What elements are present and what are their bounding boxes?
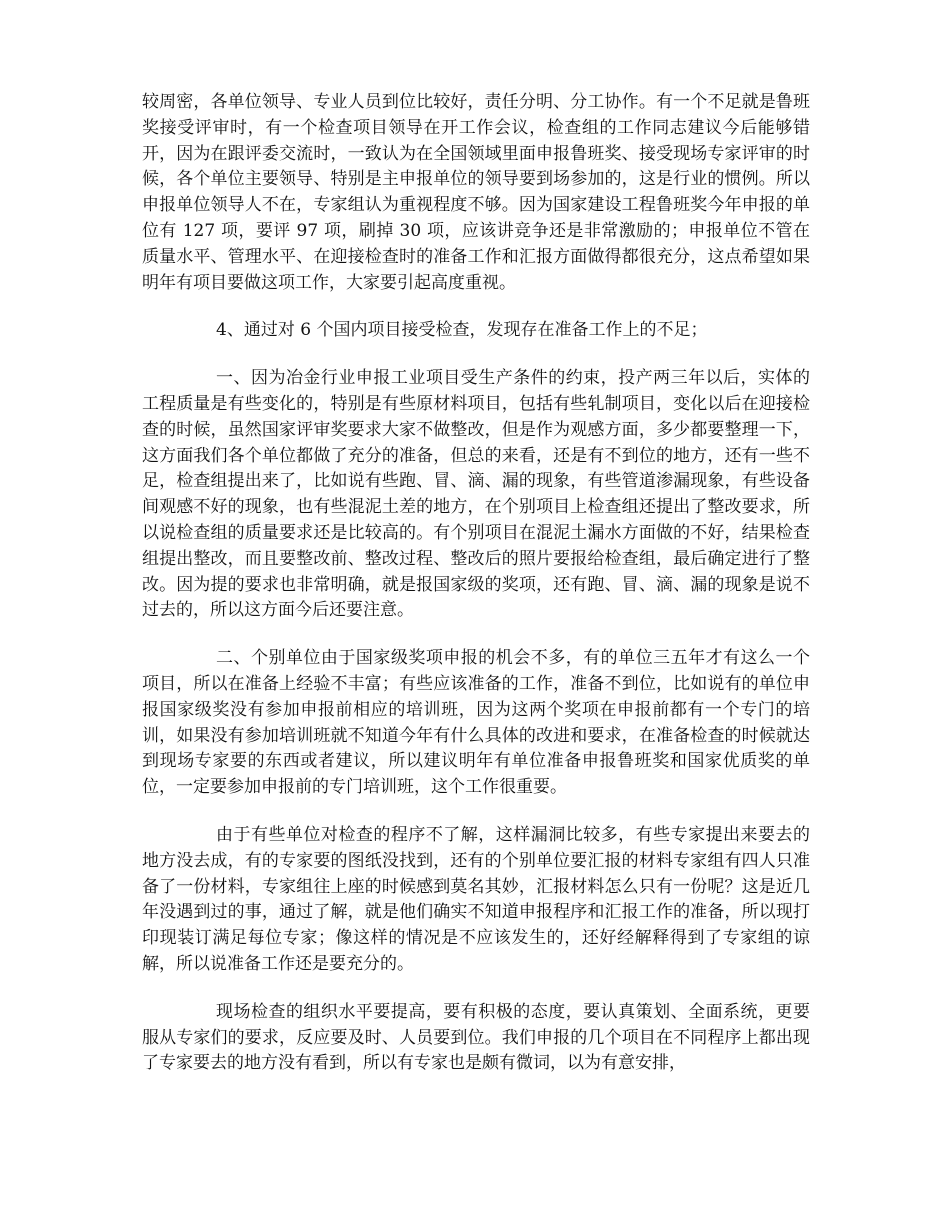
- paragraph-point-one: 一、因为冶金行业申报工业项目受生产条件的约束，投产两三年以后，实体的工程质量是有些变化的，特别是有些原材料项目，包括有些轧制项目，变化以后在迎接检查的时候，虽然国家评审奖要求大家不做整改，但是作为观感方面，多少都要整理一下，这方面我们各个单位都做了充分的准备，但总的来看，还是有不到位的地方，还有一些不足，检查组提出来了，比如说有些跑、冒、滴、漏的现象，有些管道渗漏现象，有些设备间观感不好的现象，也有些混泥土差的地方，在个别项目上检查组还提出了整改要求，所以说检查组的质量要求还是比较高的。有个别项目在混泥土漏水方面做的不好，结果检查组提出整改，而且要整改前、整改过程、整改后的照片要报给检查组，最后确定进行了整改。因为提的要求也非常明确，就是报国家级的奖项，还有跑、冒、滴、漏的现象是说不过去的，所以这方面今后还要注意。: [142, 368, 810, 621]
- paragraph-review-continuation: 较周密，各单位领导、专业人员到位比较好，责任分明、分工协作。有一个不足就是鲁班奖接受评审时，有一个检查项目领导在开工作会议，检查组的工作同志建议今后能够错开，因为在跟评委交流时，一致认为在全国领域里面申报鲁班奖、接受现场专家评审的时候，各个单位主要领导、特别是主申报单位的领导要到场参加的，这是行业的惯例。所以申报单位领导人不在，专家组认为重视程度不够。因为国家建设工程鲁班奖今年申报的单位有 127 项，要评 97 项，刷掉 30 项，应该讲竞争还是非常激励的；申报单位不管在质量水平、管理水平、在迎接检查时的准备工作和汇报方面做得都很充分，这点希望如果明年有项目要做这项工作，大家要引起高度重视。: [142, 92, 810, 293]
- document-page: [142, 90, 810, 1099]
- paragraph-site-inspection: 现场检查的组织水平要提高，要有积极的态度，要认真策划、全面系统，更要服从专家们的要求，反应要及时、人员要到位。我们申报的几个项目在不同程序上都出现了专家要去的地方没有看到，所以有专家也是颇有微词，以为有意安排，: [142, 1001, 810, 1074]
- paragraph-section-4-heading: 4、通过对 6 个国内项目接受检查，发现存在准备工作上的不足；: [216, 320, 708, 341]
- paragraph-procedure-issues: 由于有些单位对检查的程序不了解，这样漏洞比较多，有些专家提出来要去的地方没去成，有的专家要的图纸没找到，还有的个别单位要汇报的材料专家组有四人只准备了一份材料，专家组往上座的时候感到莫名其妙，汇报材料怎么只有一份呢？这是近几年没遇到过的事，通过了解，就是他们确实不知道申报程序和汇报工作的准备，所以现打印现装订满足每位专家；像这样的情况是不应该发生的，还好经解释得到了专家组的谅解，所以说准备工作还是要充分的。: [142, 824, 810, 974]
- paragraph-point-two: 二、个别单位由于国家级奖项申报的机会不多，有的单位三五年才有这么一个项目，所以在准备上经验不丰富；有些应该准备的工作，准备不到位，比如说有的单位申报国家级奖没有参加申报前相应的培训班，因为这两个奖项在申报前都有一个专门的培训，如果没有参加培训班就不知道今年有什么具体的改进和要求，在准备检查的时候就达到现场专家要的东西或者建议，所以建议明年有单位准备申报鲁班奖和国家优质奖的单位，一定要参加申报前的专门培训班，这个工作很重要。: [142, 648, 810, 798]
